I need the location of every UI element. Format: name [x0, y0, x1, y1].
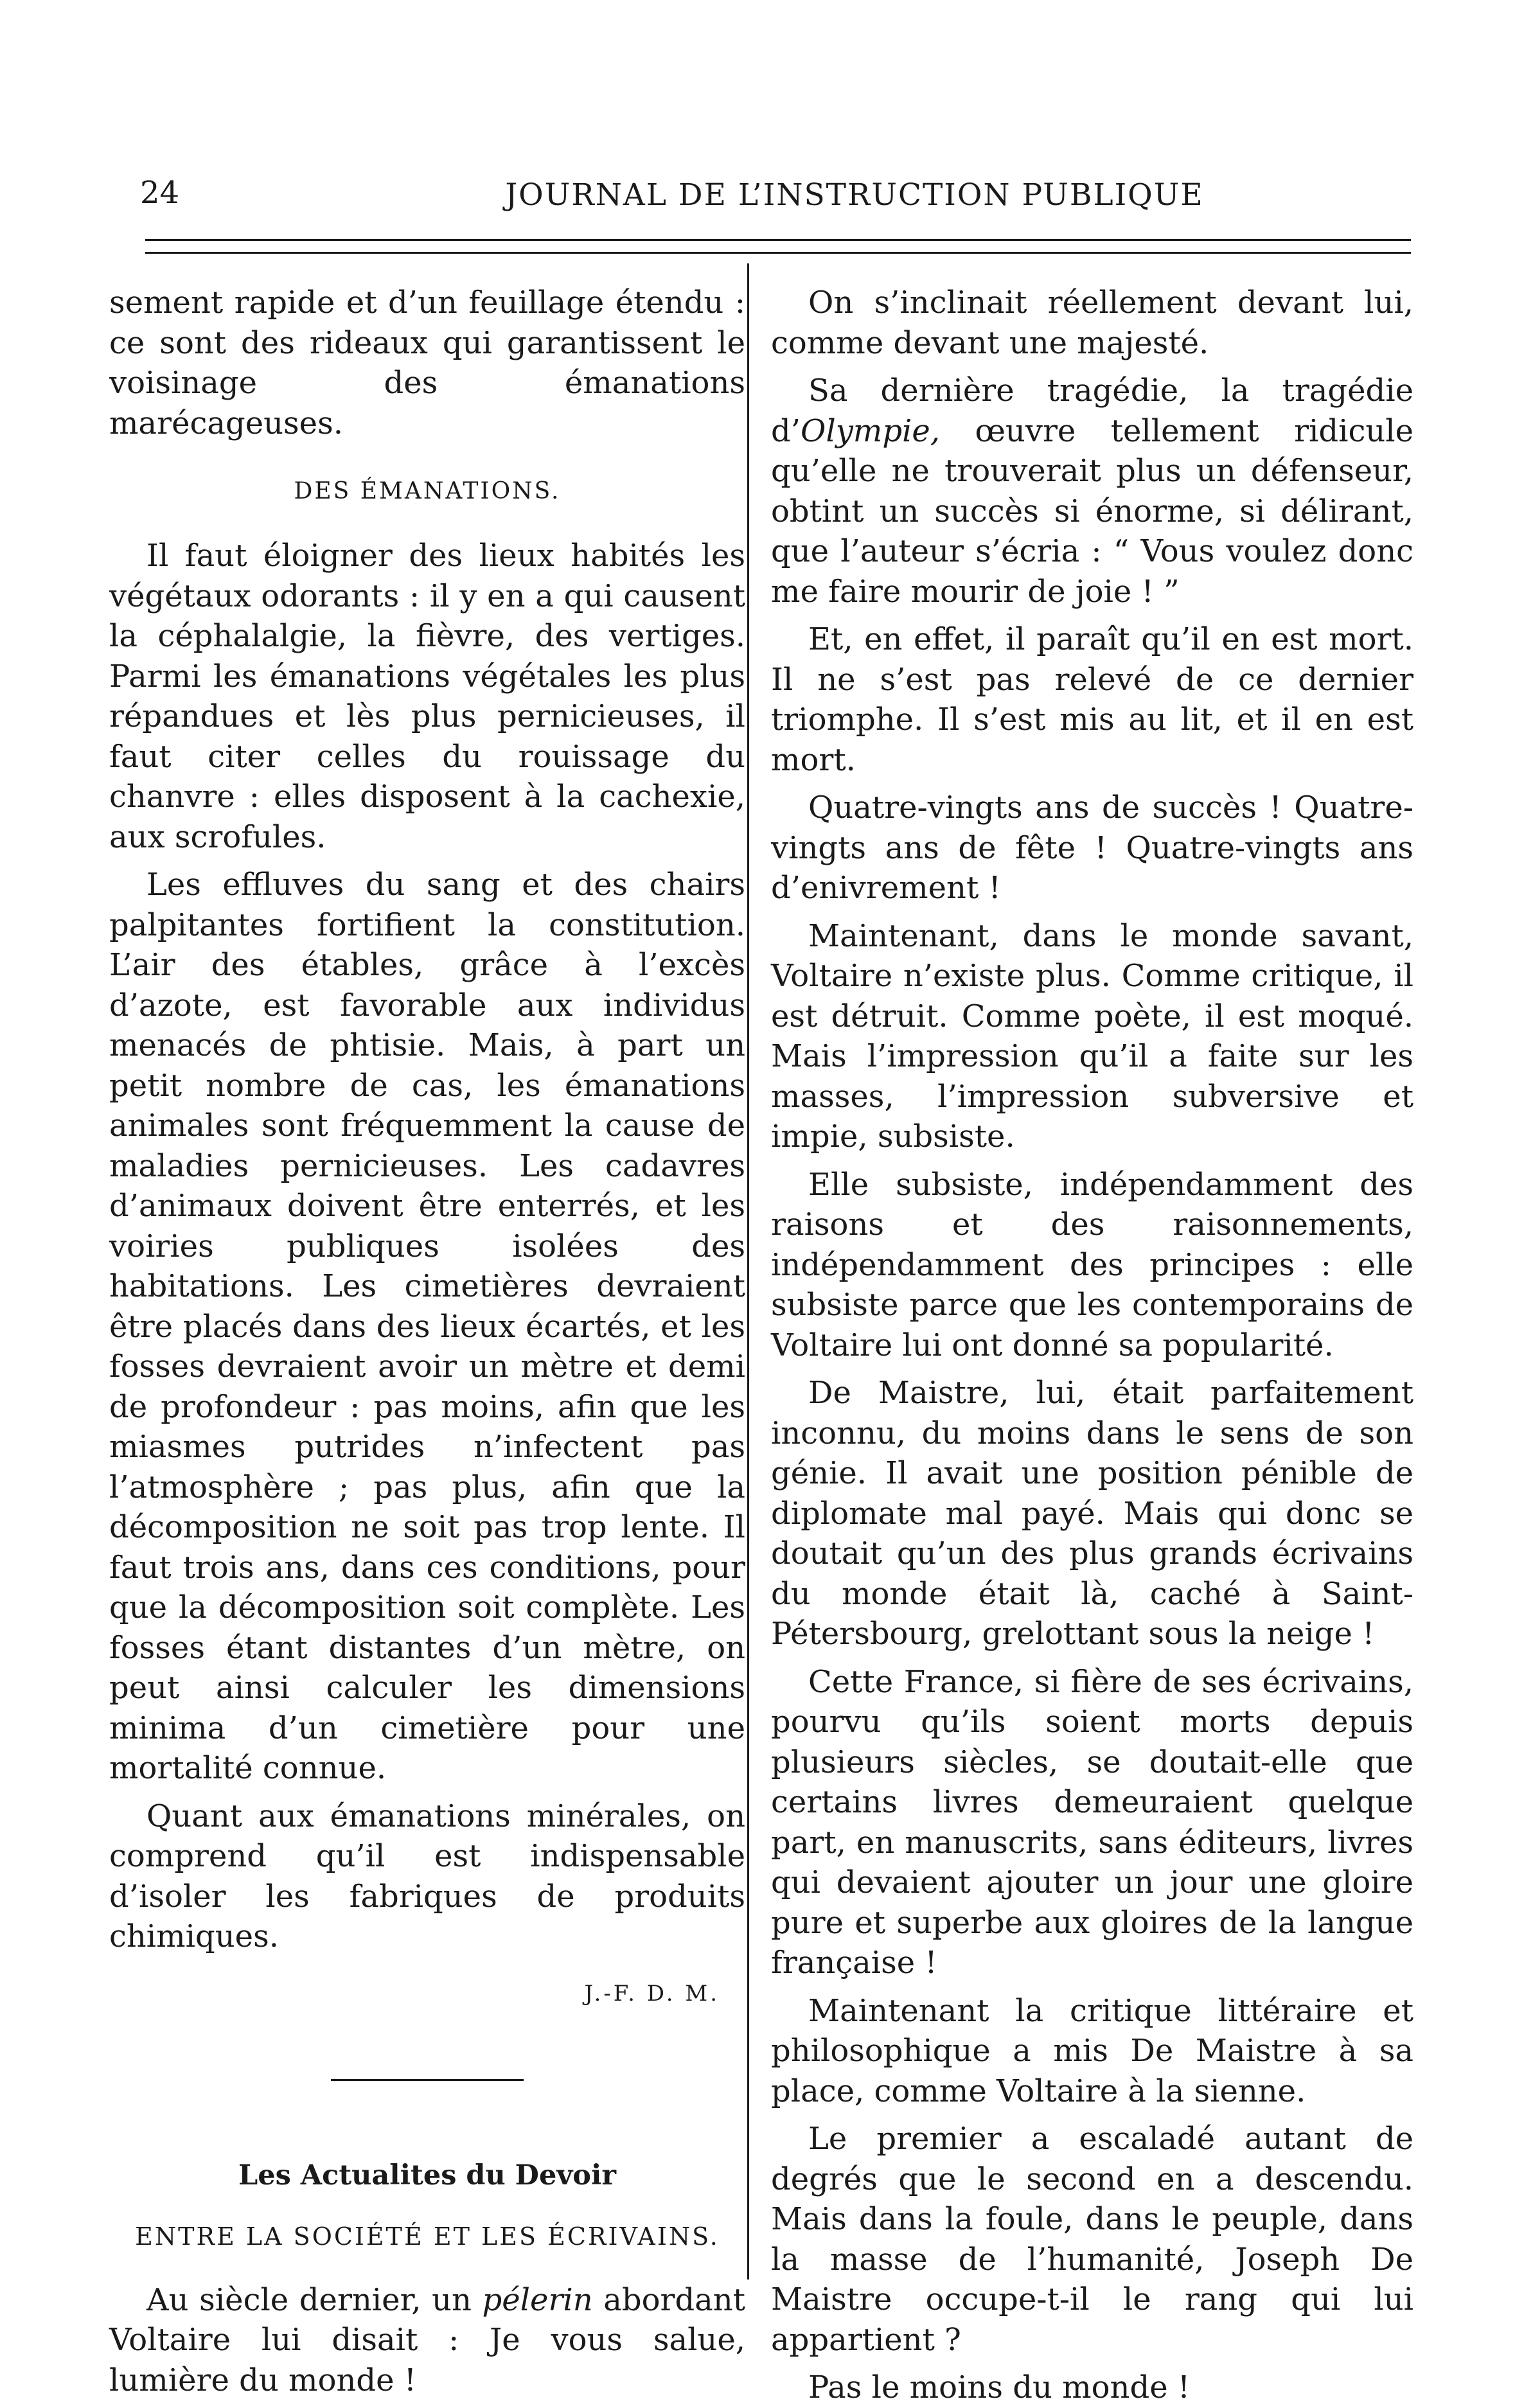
paragraph: Le premier a escaladé autant de degrés que le second en a descendu. Mais dans la foule, dans le peuple, dans la masse de l’humanité, Joseph De Maistre occupe-t-il le rang qui lui appartient ?	[771, 2121, 1413, 2358]
section-subtitle: ENTRE LA SOCIÉTÉ ET LES ÉCRIVAINS.	[135, 2222, 720, 2251]
paragraph: Les effluves du sang et des chairs palpitantes fortifient la constitution. L’air des étables, grâce à l’excès d’azote, est favorable aux individus menacés de phtisie. Mais, à part un petit nombre de cas, les émanations animales sont fréquemment la cause de maladies pernicieuses. Les cadavres d’animaux doivent être enterrés, et les voiries publiques isolées des habitations. Les cimetières devraient être placés dans des lieux écartés, et les fosses devraient avoir un mètre et demi de profondeur : pas moins, afin que les miasmes putrides n’infectent pas l’atmosphère ; pas plus, afin que la décomposition ne soit pas trop lente. Il faut trois ans, dans ces conditions, pour que la décomposition soit complète. Les fosses étant distantes d’un mètre, on peut ainsi calculer les dimensions minima d’un cimetière pour une mortalité connue.	[109, 867, 745, 1786]
paragraph: Elle subsiste, indépendamment des raisons et des raisonnements, indépendamment des principes : elle subsiste parce que les contemporains de Voltaire lui ont donné sa popularité.	[771, 1166, 1413, 1363]
running-title: JOURNAL DE L’INSTRUCTION PUBLIQUE	[505, 177, 1204, 213]
paragraph: Maintenant la critique littéraire et philosophique a mis De Maistre à sa place, comme Voltaire à la sienne.	[771, 1992, 1413, 2109]
text-run: abordant Voltaire lui disait : Je vous salue, lumière du monde !	[109, 2281, 745, 2398]
author-signature: J.-F. D. M.	[584, 1980, 720, 2006]
paragraph: Il faut éloigner des lieux habités les végétaux odorants : il y en a qui causent la céphalalgie, la fièvre, des vertiges. Parmi les émanations végétales les plus répandues et lès plus pernicieuses, il faut citer celles du rouissage du chanvre : elles disposent à la cachexie, aux scrofules.	[109, 538, 745, 855]
paragraph	[771, 371, 1413, 612]
paragraph-continuation: sement rapide et d’un feuillage étendu : ce sont des rideaux qui garantissent le voisinage des émanations marécageuses.	[109, 285, 745, 441]
italic-word: Olympie,	[800, 412, 941, 449]
paragraph: Maintenant, dans le monde savant, Voltaire n’existe plus. Comme critique, il est détruit. Comme poète, il est moqué. Mais l’impression qu’il a faite sur les masses, l’impression subversive et impie, subsiste.	[771, 917, 1413, 1155]
paragraph: On s’inclinait réellement devant lui, comme devant une majesté.	[771, 285, 1413, 361]
italic-word: pélerin	[482, 2281, 593, 2318]
paragraph: Cette France, si fière de ses écrivains, pourvu qu’ils soient morts depuis plusieurs siècles, se doutait-elle que certains livres demeuraient quelque part, en manuscrits, sans éditeurs, livres qui devaient ajouter un jour une gloire pure et superbe aux gloires de la langue française !	[771, 1663, 1413, 1981]
subheading-emanations: DES ÉMANATIONS.	[294, 478, 561, 504]
header-rule-bottom	[145, 252, 1411, 254]
paragraph: Pas le moins du monde !	[808, 2369, 1191, 2405]
header-rule-top	[145, 239, 1411, 241]
paragraph: Et, en effet, il paraît qu’il en est mort. Il ne s’est pas relevé de ce dernier triomphe. Il s’est mis au lit, et il en est mort.	[771, 621, 1413, 778]
page-number: 24	[140, 175, 180, 211]
paragraph: Quant aux émanations minérales, on comprend qu’il est indispensable d’isoler les fabriques de produits chimiques.	[109, 1798, 745, 1954]
left-column	[109, 283, 745, 2400]
right-column	[771, 283, 1413, 2408]
text-run: œuvre tellement ridicule qu’elle ne trouverait plus un défenseur, obtint un succès si énorme, si délirant, que l’auteur s’écria : “ Vous voulez donc me faire mourir de joie ! ”	[771, 412, 1413, 610]
section-title: Les Actualites du Devoir	[238, 2159, 616, 2191]
paragraph	[109, 2280, 745, 2401]
paragraph: Quatre-vingts ans de succès ! Quatre-vingts ans de fête ! Quatre-vingts ans d’enivrement !	[771, 790, 1413, 906]
text-run: Au siècle dernier, un	[146, 2281, 483, 2318]
column-divider	[747, 263, 749, 2280]
paragraph: De Maistre, lui, était parfaitement inconnu, du moins dans le sens de son génie. Il avait une position pénible de diplomate mal payé. Mais qui donc se doutait qu’un des plus grands écrivains du monde était là, caché à Saint-Pétersbourg, grelottant sous la neige !	[771, 1375, 1413, 1652]
text-run: Sa dernière tragédie, la tragédie d’	[771, 373, 1413, 449]
section-separator	[331, 2079, 524, 2081]
